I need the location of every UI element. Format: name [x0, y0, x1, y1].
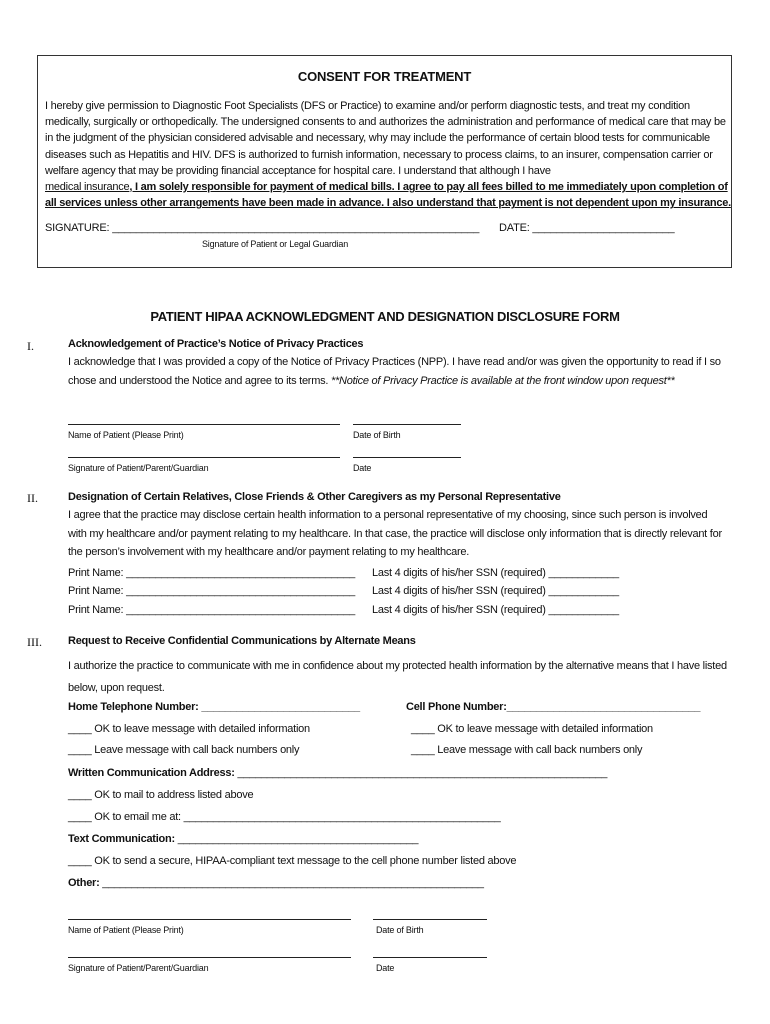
home-telephone-field[interactable]: Home Telephone Number: ___________________________ [68, 701, 360, 713]
consent-title: CONSENT FOR TREATMENT [297, 69, 472, 84]
text-communication-line[interactable]: _________________________________________ [174, 833, 419, 845]
section-1-name-line[interactable] [68, 424, 340, 425]
section-2-numeral: II. [27, 491, 38, 505]
section-1-numeral: I. [27, 339, 34, 353]
ok-text-option[interactable]: ____ OK to send a secure, HIPAA-compliant text message to the cell phone number listed above [68, 855, 517, 867]
print-name-field-3[interactable]: Print Name: _______________________________________ [68, 604, 355, 616]
consent-date-field[interactable]: DATE: ________________________ [499, 222, 675, 234]
section-1-body-text: I acknowledge that I was provided a copy of the Notice of Privacy Practices (NPP). I have read and/or was given the opportunity to read if I so chose and understood the Notice and agree to its terms. [68, 356, 721, 387]
consent-signature-field[interactable]: SIGNATURE: ______________________________________________________________ [45, 222, 480, 234]
section-1-body-italic: **Notice of Privacy Practice is available at the front window upon request** [331, 374, 675, 387]
section-1-date-line[interactable] [353, 457, 461, 458]
section-1-signature-caption: Signature of Patient/Parent/Guardian [68, 463, 209, 473]
cell-phone-field[interactable]: Cell Phone Number:_________________________________ [406, 701, 701, 713]
written-address-line[interactable]: _______________________________________________________________ [234, 767, 608, 779]
section-3-signature-line[interactable] [68, 957, 351, 958]
section-3-heading: Request to Receive Confidential Communications by Alternate Means [68, 635, 416, 647]
section-3-date-caption: Date [376, 963, 395, 973]
written-address-label: Written Communication Address: [68, 767, 235, 779]
section-3-date-line[interactable] [373, 957, 487, 958]
cell-callback-option[interactable]: ____ Leave message with call back numbers only [411, 744, 643, 756]
text-communication-field[interactable] [68, 833, 418, 845]
ok-email-option[interactable]: ____ OK to email me at: ______________________________________________________ [68, 811, 501, 823]
ssn-field-1[interactable]: Last 4 digits of his/her SSN (required) ____________ [372, 567, 619, 579]
section-3-dob-line[interactable] [373, 919, 487, 920]
consent-body-underlined: medical insurance [45, 181, 130, 194]
section-3-signature-caption: Signature of Patient/Parent/Guardian [68, 963, 209, 973]
section-1-dob-caption: Date of Birth [353, 430, 401, 440]
ssn-field-2[interactable]: Last 4 digits of his/her SSN (required) ____________ [372, 585, 619, 597]
cell-ok-detailed-option[interactable]: ____ OK to leave message with detailed information [411, 723, 653, 735]
section-2-heading: Designation of Certain Relatives, Close Friends & Other Caregivers as my Personal Representative [68, 491, 561, 503]
section-2-body: I agree that the practice may disclose certain health information to a personal representative of my choosing, since such person is involved with my healthcare and/or payment relating to my healthcare. In that case, the practice will disclose only information that is directly relevant for the person’s involvement with my healthcare and/or payment relating to my healthcare. [68, 509, 722, 558]
ssn-field-3[interactable]: Last 4 digits of his/her SSN (required) ____________ [372, 604, 619, 616]
section-1-body [68, 353, 728, 390]
print-name-field-2[interactable]: Print Name: _______________________________________ [68, 585, 355, 597]
other-field[interactable] [68, 877, 484, 889]
consent-for-treatment-box [37, 55, 732, 268]
text-communication-label: Text Communication: [68, 833, 175, 845]
other-line[interactable]: _________________________________________________________________ [99, 877, 484, 889]
hipaa-form-title: PATIENT HIPAA ACKNOWLEDGMENT AND DESIGNATION DISCLOSURE FORM [150, 309, 620, 324]
other-label: Other: [68, 877, 100, 889]
consent-body-text: I hereby give permission to Diagnostic Foot Specialists (DFS or Practice) to examine and/or perform diagnostic tests, and treat my condition medically, surgically or orthopedically. The undersigned consents to and authorizes the administration and performance of medical care that may be in the judgment of the physician considered advisable and necessary, why may include the performance of certain blood tests for communicable diseases such as Hepatitis and HIV. DFS is authorized to furnish information, necessary to process claims, to an insurer, compensation carrier or welfare agency that may be providing financial acceptance for hospital care. I understand that although I have [45, 100, 726, 177]
section-3-name-line[interactable] [68, 919, 351, 920]
section-3-numeral: III. [27, 635, 42, 649]
consent-body-bold: , I am solely responsible for payment of medical bills. I agree to pay all fees billed to me immediately upon completion of all services unless other arrangements have been made in advance. I also understand that payment is not dependent upon my insurance. [45, 181, 731, 210]
section-1-signature-line[interactable] [68, 457, 340, 458]
section-1-name-caption: Name of Patient (Please Print) [68, 430, 184, 440]
ok-mail-option[interactable]: ____ OK to mail to address listed above [68, 789, 254, 801]
consent-signature-caption: Signature of Patient or Legal Guardian [202, 239, 349, 249]
section-1-date-caption: Date [353, 463, 372, 473]
home-ok-detailed-option[interactable]: ____ OK to leave message with detailed information [68, 723, 310, 735]
home-callback-option[interactable]: ____ Leave message with call back numbers only [68, 744, 300, 756]
written-address-field[interactable] [68, 767, 607, 779]
section-3-dob-caption: Date of Birth [376, 925, 424, 935]
section-3-name-caption: Name of Patient (Please Print) [68, 925, 184, 935]
section-1-heading: Acknowledgement of Practice’s Notice of Privacy Practices [68, 338, 364, 350]
consent-signature-row [45, 222, 725, 234]
section-1-dob-line[interactable] [353, 424, 461, 425]
print-name-field-1[interactable]: Print Name: _______________________________________ [68, 567, 355, 579]
consent-body [45, 98, 735, 211]
section-3-body: I authorize the practice to communicate with me in confidence about my protected health information by the alternative means that I have listed below, upon request. [68, 660, 727, 694]
